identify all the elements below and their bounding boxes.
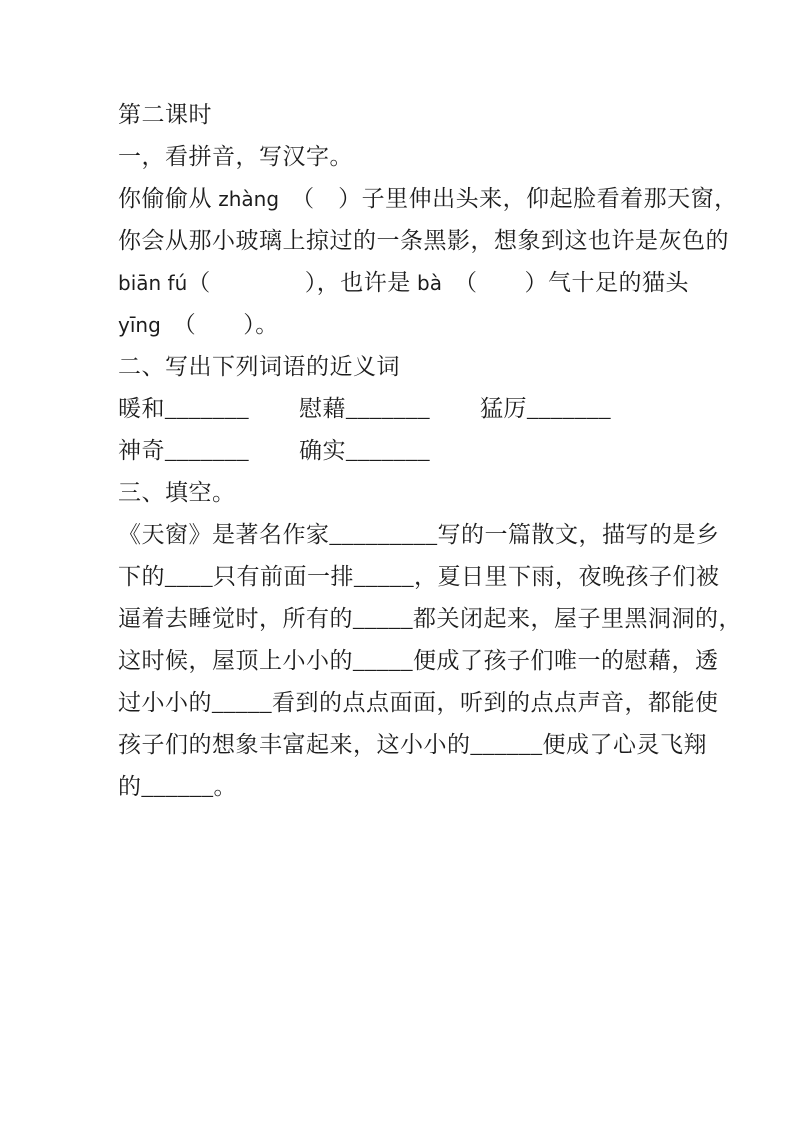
section1-heading: 一，看拼音，写汉字。: [118, 144, 353, 169]
fill-blank-line: 逼着去睡觉时，所有的_____都关闭起来，屋子里黑洞洞的，: [118, 606, 742, 631]
synonym-item: 猛厉_______: [480, 396, 611, 421]
synonym-row: [118, 430, 723, 472]
pinyin-sentence-line-2: 你会从那小玻璃上掠过的一条黑影，想象到这也许是灰色的: [118, 228, 729, 253]
cjk-run: 你偷偷从: [118, 186, 219, 211]
pinyin-run: biān fú: [118, 271, 188, 295]
fill-blank-line: 孩子们的想象丰富起来，这小小的______便成了心灵飞翔: [118, 732, 707, 757]
pinyin-run: zhàng: [218, 187, 280, 211]
section2-heading: 二、写出下列词语的近义词: [118, 354, 400, 379]
fill-blank-line: 《天窗》是著名作家_________写的一篇散文，描写的是乡: [118, 522, 720, 547]
synonym-item: 神奇_______: [118, 438, 249, 463]
synonym-item: 暖和_______: [118, 396, 249, 421]
fill-blank-line: 的______。: [118, 774, 237, 799]
synonym-row: [118, 388, 723, 430]
cjk-run: （ ）子里伸出头来，仰起脸看着那天窗，: [279, 186, 738, 211]
synonym-item: 慰藉_______: [299, 396, 430, 421]
pinyin-sentence-line-4: [118, 304, 723, 346]
page-title: 第二课时: [118, 102, 212, 127]
fill-blank-line: 下的____只有前面一排_____，夏日里下雨，夜晚孩子们被: [118, 564, 720, 589]
section3-heading: 三、填空。: [118, 480, 236, 505]
cjk-run: （ ）。: [160, 312, 279, 337]
synonym-item: 确实_______: [299, 438, 430, 463]
fill-blank-line: 过小小的_____看到的点点面面，听到的点点声音，都能使: [118, 690, 719, 715]
pinyin-sentence-line-3: [118, 262, 723, 304]
cjk-run: （ ）气十足的猫头: [441, 270, 689, 295]
pinyin-run: bà: [417, 271, 442, 295]
cjk-run: （ ），也许是: [187, 270, 418, 295]
pinyin-sentence-line-1: [118, 178, 738, 220]
fill-blank-line: 这时候，屋顶上小小的_____便成了孩子们唯一的慰藉，透: [118, 648, 719, 673]
pinyin-run: yīng: [118, 313, 161, 337]
